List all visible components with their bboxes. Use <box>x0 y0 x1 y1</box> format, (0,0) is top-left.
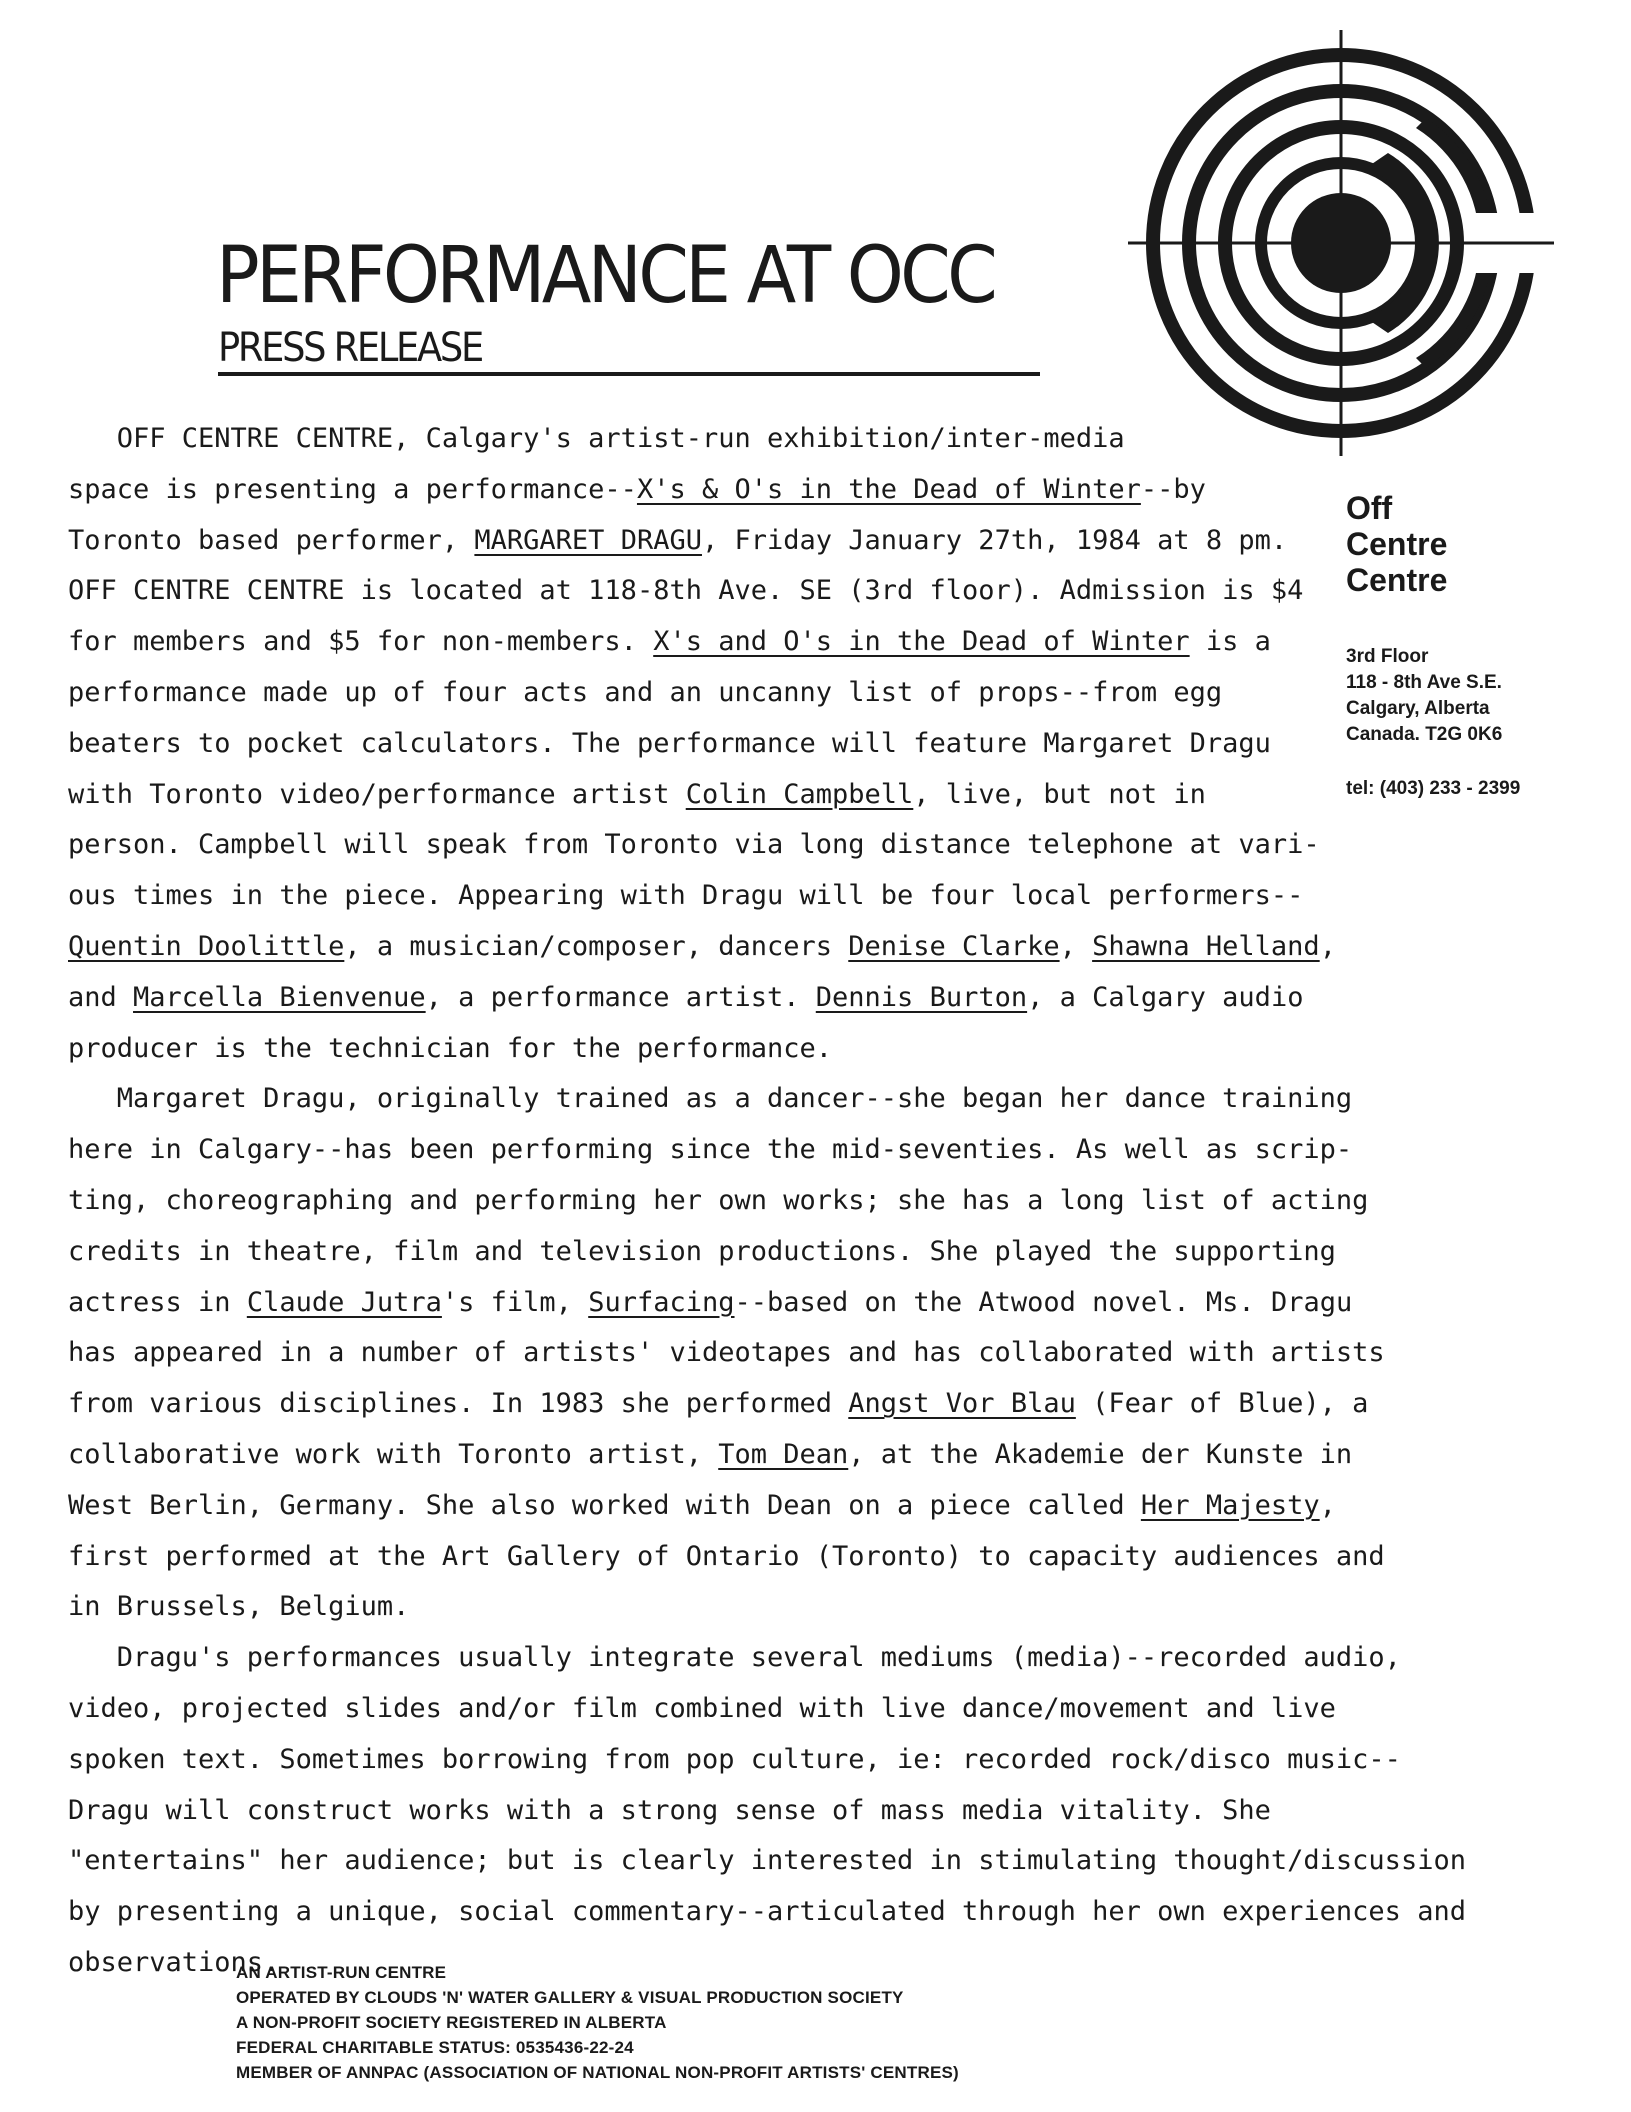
body-line <box>68 1125 1528 1176</box>
page-subtitle: PRESS RELEASE <box>218 325 482 371</box>
body-line <box>68 973 1528 1024</box>
body-text-run: , <box>1319 930 1336 962</box>
underlined-title: Tom Dean <box>718 1438 849 1470</box>
body-line <box>68 1024 1528 1075</box>
body-line <box>68 871 1528 922</box>
body-text-run: --by <box>1140 473 1206 505</box>
body-line <box>68 516 1528 567</box>
underlined-title: Her Majesty <box>1140 1489 1320 1521</box>
underlined-title: Quentin Doolittle <box>68 930 345 962</box>
body-text-run: OFF CENTRE CENTRE is located at 118-8th Ave. SE (3rd floor). Admission is $4 <box>68 575 1304 607</box>
body-line <box>68 1176 1528 1227</box>
body-line <box>68 1328 1528 1379</box>
body-text-run: performance made up of four acts and an uncanny list of props--from egg <box>68 676 1223 708</box>
body-text-run: , at the Akademie der Kunste in <box>848 1438 1353 1470</box>
body-text-run: , a performance artist. <box>425 981 816 1013</box>
mailing-address: 3rd Floor 118 - 8th Ave S.E. Calgary, Alberta Canada. T2G 0K6 <box>1346 646 1503 745</box>
body-line <box>68 1836 1528 1887</box>
concentric-target-logo-icon <box>1126 28 1556 458</box>
body-text-run: Toronto based performer, <box>68 524 475 556</box>
body-text-run: ting, choreographing and performing her own works; she has a long list of acting <box>68 1184 1369 1216</box>
body-line <box>68 719 1528 770</box>
telephone: tel: (403) 233 - 2399 <box>1346 778 1521 799</box>
body-text-run: --based on the Atwood novel. Ms. Dragu <box>734 1286 1353 1318</box>
body-text-run: Margaret Dragu, originally trained as a dancer--she began her dance training <box>68 1083 1353 1115</box>
press-release-body <box>68 414 1528 1989</box>
body-text-run: by presenting a unique, social commentary--articulated through her own experiences and <box>68 1896 1466 1928</box>
body-line <box>68 1430 1528 1481</box>
body-text-run: with Toronto video/performance artist <box>68 778 686 810</box>
body-text-run: first performed at the Art Gallery of Ontario (Toronto) to capacity audiences and <box>68 1540 1385 1572</box>
body-line <box>68 1887 1528 1938</box>
body-text-run: actress in <box>68 1286 247 1318</box>
body-text-run: beaters to pocket calculators. The performance will feature Margaret Dragu <box>68 727 1271 759</box>
underlined-title: Angst Vor Blau <box>848 1388 1076 1420</box>
underlined-title: Colin Campbell <box>685 778 914 810</box>
body-text-run: here in Calgary--has been performing since the mid-seventies. As well as scrip- <box>68 1134 1353 1166</box>
body-text-run: and <box>68 981 134 1013</box>
body-line <box>68 465 1528 516</box>
underlined-title: Marcella Bienvenue <box>133 981 426 1013</box>
body-text-run: "entertains" her audience; but is clearly interested in stimulating thought/discussion <box>68 1845 1466 1877</box>
body-text-run: person. Campbell will speak from Toronto via long distance telephone at vari- <box>68 829 1320 861</box>
title-divider <box>218 372 1040 376</box>
body-line <box>68 668 1528 719</box>
body-text-run: , Friday January 27th, 1984 at 8 pm. <box>701 524 1288 556</box>
body-text-run: OFF CENTRE CENTRE, Calgary's artist-run exhibition/inter-media <box>68 423 1125 454</box>
footer-line: FEDERAL CHARITABLE STATUS: 0535436-22-24 <box>236 2038 634 2057</box>
body-line <box>68 1786 1528 1837</box>
underlined-title: Surfacing <box>588 1286 735 1318</box>
body-text-run: , live, but not in <box>913 778 1206 810</box>
body-line <box>68 1735 1528 1786</box>
body-text-run: ous times in the piece. Appearing with Dragu will be four local performers-- <box>68 880 1304 912</box>
footer-line: MEMBER OF ANNPAC (ASSOCIATION OF NATIONAL NON-PROFIT ARTISTS' CENTRES) <box>236 2063 959 2082</box>
body-line <box>68 1227 1528 1278</box>
body-line <box>68 617 1528 668</box>
body-text-run: , a Calgary audio <box>1027 981 1304 1013</box>
body-text-run: spoken text. Sometimes borrowing from pop culture, ie: recorded rock/disco music-- <box>68 1743 1401 1775</box>
body-text-run: , <box>1319 1489 1336 1521</box>
body-line <box>68 566 1528 617</box>
underlined-title: Shawna Helland <box>1092 930 1320 962</box>
body-text-run: space is presenting a performance-- <box>68 473 637 505</box>
footer-line: OPERATED BY CLOUDS 'N' WATER GALLERY & VISUAL PRODUCTION SOCIETY <box>236 1988 904 2007</box>
underlined-title: Denise Clarke <box>848 930 1060 962</box>
body-text-run: 's film, <box>441 1286 589 1318</box>
body-text-run: credits in theatre, film and television productions. She played the supporting <box>68 1235 1336 1267</box>
body-text-run: Dragu's performances usually integrate several mediums (media)--recorded audio, <box>68 1642 1401 1674</box>
body-line <box>68 820 1528 871</box>
body-text-run: , <box>1059 930 1093 962</box>
underlined-title: X's & O's in the Dead of Winter <box>636 473 1141 505</box>
body-line <box>68 1278 1528 1329</box>
body-text-run: collaborative work with Toronto artist, <box>68 1438 719 1470</box>
underlined-title: Dennis Burton <box>815 981 1028 1013</box>
body-line <box>68 1582 1528 1633</box>
body-text-run: in Brussels, Belgium. <box>68 1591 410 1623</box>
body-line <box>68 1074 1528 1125</box>
body-line <box>68 922 1528 973</box>
body-line <box>68 1532 1528 1583</box>
footer-line: AN ARTIST-RUN CENTRE <box>236 1963 447 1982</box>
body-line <box>68 1481 1528 1532</box>
body-text-run: from various disciplines. In 1983 she performed <box>68 1388 849 1420</box>
body-text-run: (Fear of Blue), a <box>1075 1388 1369 1420</box>
body-line <box>68 414 1528 465</box>
body-text-run: video, projected slides and/or film combined with live dance/movement and live <box>68 1692 1336 1724</box>
footer-line: A NON-PROFIT SOCIETY REGISTERED IN ALBERTA <box>236 2013 667 2032</box>
underlined-title: X's and O's in the Dead of Winter <box>653 626 1190 658</box>
footer-credits <box>236 1960 959 2085</box>
body-text-run: for members and $5 for non-members. <box>68 626 654 658</box>
underlined-title: Claude Jutra <box>246 1286 442 1318</box>
body-line <box>68 1633 1528 1684</box>
body-text-run: , a musician/composer, dancers <box>344 930 849 962</box>
body-text-run: producer is the technician for the performance. <box>68 1032 833 1064</box>
body-text-run: Dragu will construct works with a strong sense of mass media vitality. She <box>68 1794 1271 1826</box>
body-line <box>68 770 1528 821</box>
body-text-run: has appeared in a number of artists' videotapes and has collaborated with artists <box>68 1337 1385 1369</box>
page-title: PERFORMANCE AT OCC <box>216 231 995 321</box>
body-text-run: observations. <box>68 1946 280 1978</box>
body-text-run: is a <box>1189 626 1271 658</box>
body-text-run: West Berlin, Germany. She also worked with Dean on a piece called <box>68 1489 1141 1521</box>
underlined-title: MARGARET DRAGU <box>474 524 702 556</box>
org-name: Off Centre Centre <box>1346 490 1448 598</box>
body-line <box>68 1684 1528 1735</box>
body-line <box>68 1379 1528 1430</box>
